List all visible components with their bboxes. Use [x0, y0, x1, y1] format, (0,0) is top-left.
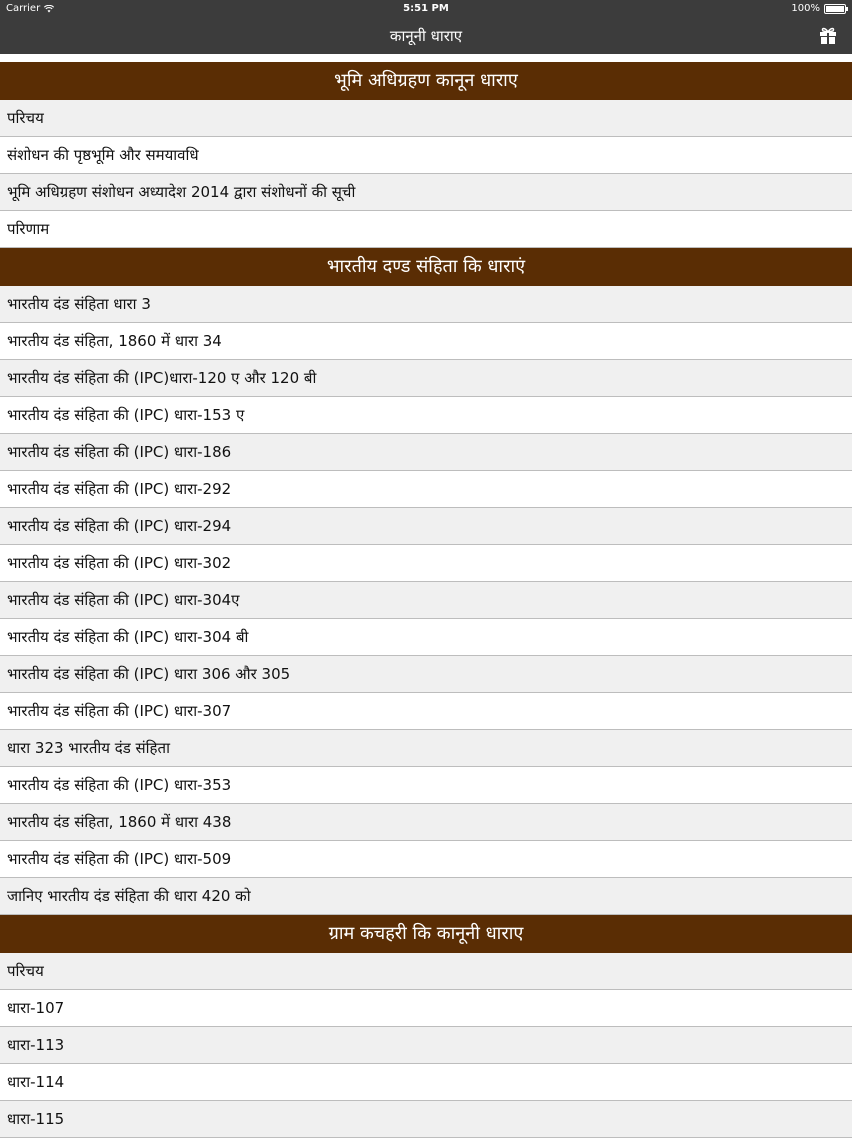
- gift-icon[interactable]: [818, 25, 838, 45]
- list-item[interactable]: भारतीय दंड संहिता की (IPC) धारा-509: [0, 841, 852, 878]
- sections-list: [0, 62, 852, 1138]
- list-item[interactable]: भारतीय दंड संहिता की (IPC) धारा-186: [0, 434, 852, 471]
- list-item[interactable]: भारतीय दंड संहिता की (IPC) धारा-292: [0, 471, 852, 508]
- list-item[interactable]: भारतीय दंड संहिता की (IPC) धारा-153 ए: [0, 397, 852, 434]
- list-item[interactable]: भारतीय दंड संहिता की (IPC) धारा-302: [0, 545, 852, 582]
- list-item[interactable]: परिचय: [0, 953, 852, 990]
- status-time: 5:51 PM: [403, 3, 449, 14]
- battery-indicator: [791, 3, 846, 14]
- list-item[interactable]: परिचय: [0, 100, 852, 137]
- section-header: भारतीय दण्ड संहिता कि धाराएं: [0, 248, 852, 286]
- list-item[interactable]: भारतीय दंड संहिता की (IPC) धारा-304 बी: [0, 619, 852, 656]
- list-item[interactable]: भारतीय दंड संहिता की (IPC) धारा-353: [0, 767, 852, 804]
- list-item[interactable]: भारतीय दंड संहिता की (IPC) धारा 306 और 305: [0, 656, 852, 693]
- list-item[interactable]: जानिए भारतीय दंड संहिता की धारा 420 को: [0, 878, 852, 915]
- list-item[interactable]: भारतीय दंड संहिता, 1860 में धारा 438: [0, 804, 852, 841]
- list-item[interactable]: संशोधन की पृष्ठभूमि और समयावधि: [0, 137, 852, 174]
- list-item[interactable]: भारतीय दंड संहिता की (IPC)धारा-120 ए और 120 बी: [0, 360, 852, 397]
- battery-icon: [824, 4, 846, 14]
- battery-percent: 100%: [791, 3, 820, 14]
- list-item[interactable]: धारा-115: [0, 1101, 852, 1138]
- status-bar: [0, 0, 852, 18]
- section-header: भूमि अधिग्रहण कानून धाराए: [0, 62, 852, 100]
- list-item[interactable]: भारतीय दंड संहिता की (IPC) धारा-307: [0, 693, 852, 730]
- list-item[interactable]: भारतीय दंड संहिता, 1860 में धारा 34: [0, 323, 852, 360]
- list-item[interactable]: भारतीय दंड संहिता धारा 3: [0, 286, 852, 323]
- list-item[interactable]: भारतीय दंड संहिता की (IPC) धारा-294: [0, 508, 852, 545]
- list-item[interactable]: धारा-114: [0, 1064, 852, 1101]
- navigation-bar: [0, 18, 852, 54]
- list-item[interactable]: भूमि अधिग्रहण संशोधन अध्यादेश 2014 द्वारा संशोधनों की सूची: [0, 174, 852, 211]
- list-item[interactable]: धारा-107: [0, 990, 852, 1027]
- page-title: कानूनी धाराए: [389, 27, 463, 45]
- list-item[interactable]: धारा-113: [0, 1027, 852, 1064]
- list-item[interactable]: धारा 323 भारतीय दंड संहिता: [0, 730, 852, 767]
- carrier-label: Carrier: [6, 3, 41, 14]
- section-header: ग्राम कचहरी कि कानूनी धाराए: [0, 915, 852, 953]
- list-item[interactable]: परिणाम: [0, 211, 852, 248]
- list-item[interactable]: भारतीय दंड संहिता की (IPC) धारा-304ए: [0, 582, 852, 619]
